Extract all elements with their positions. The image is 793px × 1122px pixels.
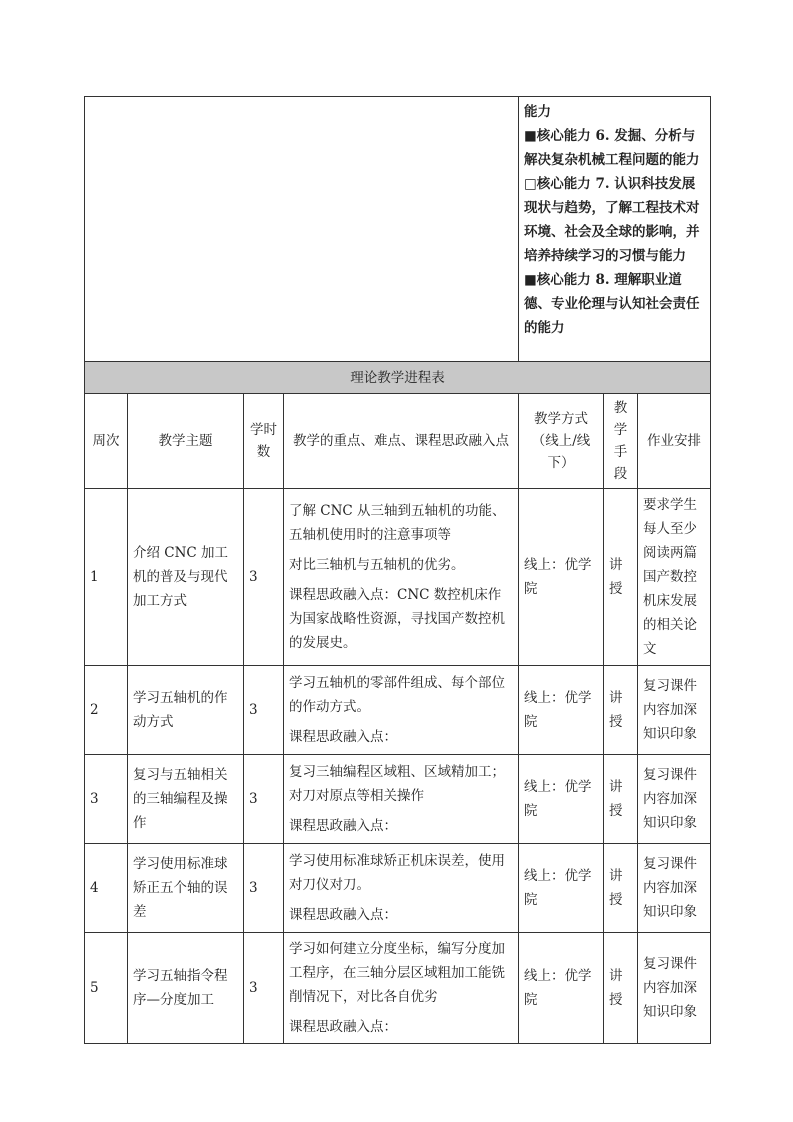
- focus-cell: [284, 844, 519, 933]
- means-cell: 讲授: [604, 844, 638, 933]
- focus-paragraph: 课程思政融入点：: [289, 907, 397, 923]
- ability-8: ■核心能力 8. 理解职业道德、专业伦理与认知社会责任的能力: [524, 272, 700, 336]
- focus-paragraph: 对比三轴机与五轴机的优劣。: [289, 557, 465, 573]
- header-focus: 教学的重点、难点、课程思政融入点: [284, 394, 519, 489]
- mode-cell: 线上：优学院: [519, 933, 604, 1044]
- mode-cell: 线上：优学院: [519, 666, 604, 755]
- mode-cell: 线上：优学院: [519, 489, 604, 666]
- core-abilities-cell: [519, 97, 711, 362]
- focus-paragraph: 课程思政融入点：: [289, 729, 397, 745]
- homework-cell: 复习课件内容加深知识印象: [638, 933, 711, 1044]
- topic-cell: 复习与五轴相关的三轴编程及操作: [128, 755, 244, 844]
- week-cell: 4: [85, 844, 128, 933]
- header-means: 教学手段: [604, 394, 638, 489]
- table-row: [85, 844, 711, 933]
- homework-cell: 要求学生每人至少阅读两篇国产数控机床发展的相关论文: [638, 489, 711, 666]
- means-cell: 讲授: [604, 755, 638, 844]
- header-week: 周次: [85, 394, 128, 489]
- topic-cell: 学习五轴指令程序—分度加工: [128, 933, 244, 1044]
- means-cell: 讲授: [604, 489, 638, 666]
- hours-cell: 3: [244, 933, 284, 1044]
- week-cell: 1: [85, 489, 128, 666]
- header-homework: 作业安排: [638, 394, 711, 489]
- week-cell: 2: [85, 666, 128, 755]
- ability-7: □核心能力 7. 认识科技发展现状与趋势，了解工程技术对环境、社会及全球的影响，并培养持续学习的习惯与能力: [524, 176, 700, 264]
- mode-cell: 线上：优学院: [519, 755, 604, 844]
- focus-paragraph: 学习使用标准球矫正机床误差，使用对刀仪对刀。: [289, 853, 505, 893]
- focus-cell: [284, 755, 519, 844]
- homework-cell: 复习课件内容加深知识印象: [638, 755, 711, 844]
- homework-cell: 复习课件内容加深知识印象: [638, 666, 711, 755]
- topic-cell: 学习五轴机的作动方式: [128, 666, 244, 755]
- header-topic: 教学主题: [128, 394, 244, 489]
- week-cell: 3: [85, 755, 128, 844]
- hours-cell: 3: [244, 755, 284, 844]
- focus-paragraph: 课程思政融入点：: [289, 818, 397, 834]
- ability-line: 能力: [524, 104, 551, 120]
- focus-paragraph: 课程思政融入点：CNC 数控机床作为国家战略性资源，寻找国产数控机的发展史。: [289, 587, 505, 651]
- topic-cell: 介绍 CNC 加工机的普及与现代加工方式: [128, 489, 244, 666]
- header-mode: 教学方式（线上/线下）: [519, 394, 604, 489]
- ability-6: ■核心能力 6. 发掘、分析与解决复杂机械工程问题的能力: [524, 128, 700, 168]
- focus-paragraph: 课程思政融入点：: [289, 1019, 397, 1035]
- mode-cell: 线上：优学院: [519, 844, 604, 933]
- hours-cell: 3: [244, 844, 284, 933]
- course-table: [84, 96, 711, 1044]
- header-hours: 学时数: [244, 394, 284, 489]
- focus-paragraph: 学习如何建立分度坐标，编写分度加工程序，在三轴分层区域粗加工能铣削情况下，对比各自优劣: [289, 941, 505, 1005]
- table-row: [85, 933, 711, 1044]
- focus-paragraph: 学习五轴机的零部件组成、每个部位的作动方式。: [289, 675, 505, 715]
- empty-cell: [85, 97, 519, 362]
- week-cell: 5: [85, 933, 128, 1044]
- hours-cell: 3: [244, 489, 284, 666]
- homework-cell: 复习课件内容加深知识印象: [638, 844, 711, 933]
- table-row: [85, 755, 711, 844]
- hours-cell: 3: [244, 666, 284, 755]
- focus-cell: [284, 933, 519, 1044]
- focus-paragraph: 了解 CNC 从三轴到五轴机的功能、五轴机使用时的注意事项等: [289, 503, 506, 543]
- table-row: [85, 666, 711, 755]
- focus-cell: [284, 489, 519, 666]
- focus-paragraph: 复习三轴编程区域粗、区域精加工；对刀对原点等相关操作: [289, 764, 505, 804]
- means-cell: 讲授: [604, 933, 638, 1044]
- means-cell: 讲授: [604, 666, 638, 755]
- table-row: [85, 489, 711, 666]
- topic-cell: 学习使用标准球矫正五个轴的误差: [128, 844, 244, 933]
- table-title: 理论教学进程表: [85, 362, 711, 394]
- focus-cell: [284, 666, 519, 755]
